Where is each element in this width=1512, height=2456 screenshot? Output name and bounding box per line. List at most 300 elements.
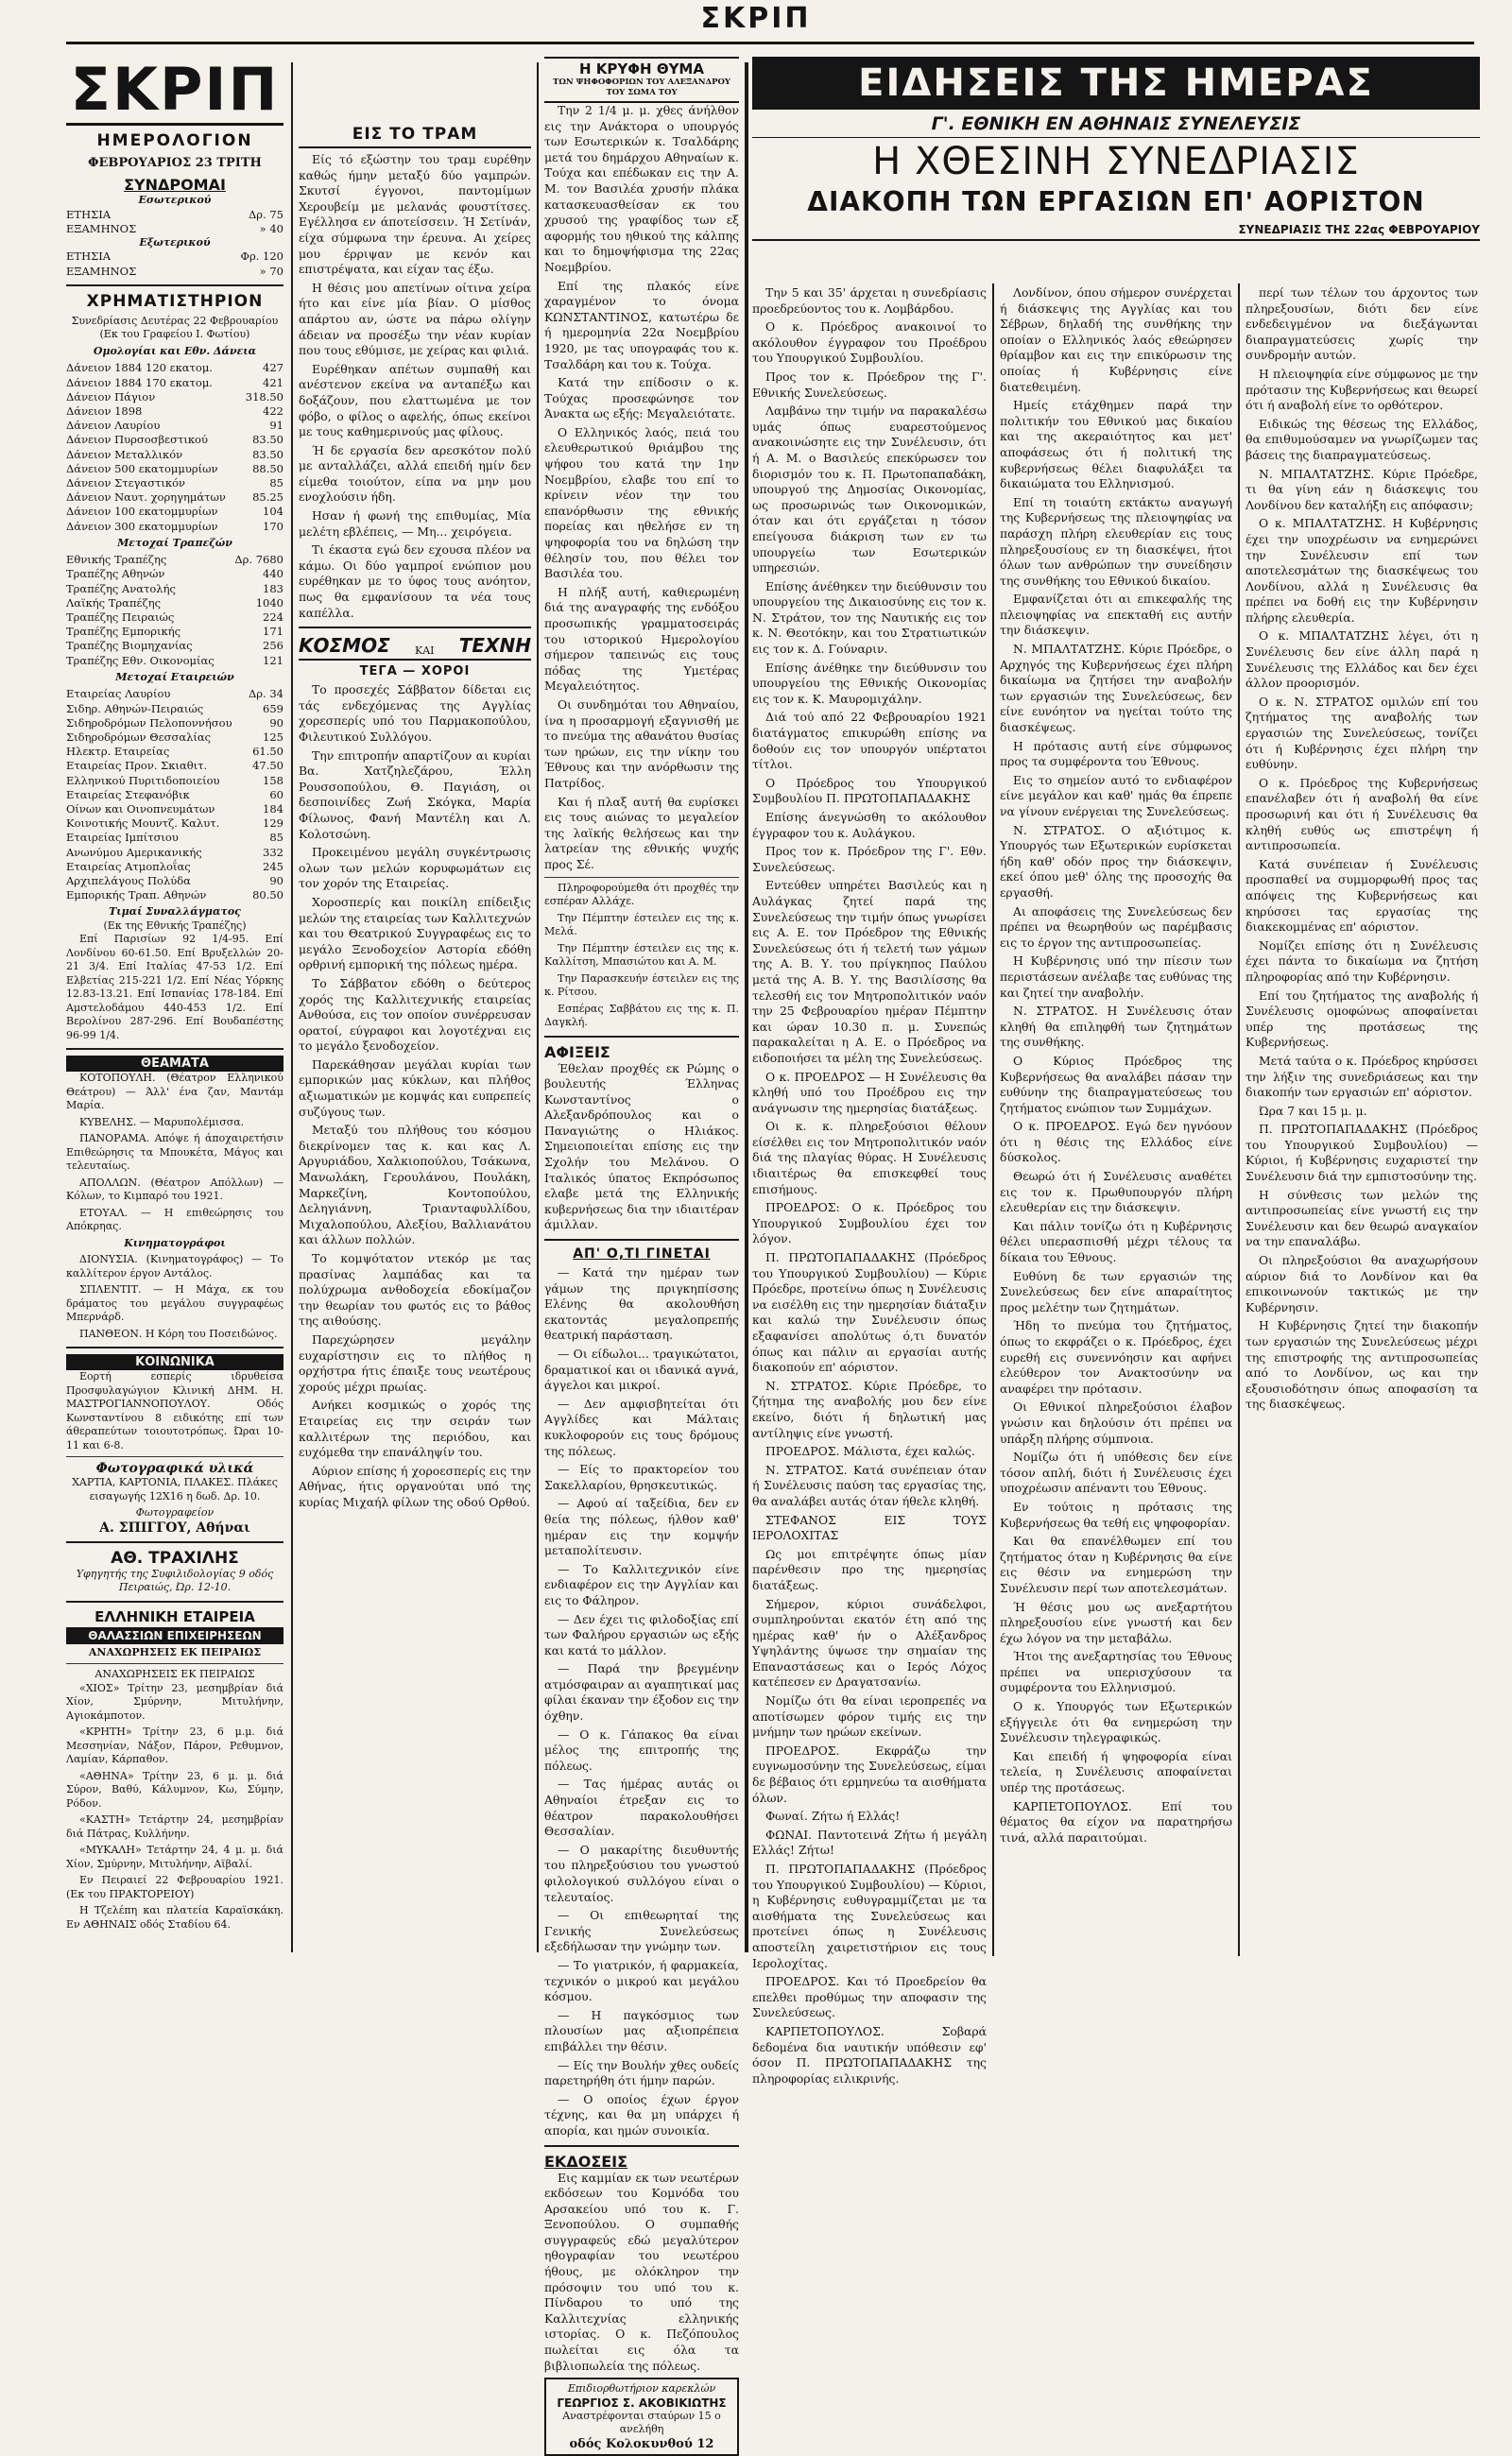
session-paragraph: Εντεύθεν υπηρέτει Βασιλεύς και η Αυλάγκας ζητεί παρά της Συνελεύσεως την τιμήν όπως γνωρίσει εις Α. Ε. τον Πρόεδρον της Εθνικής Συνελεύσεως ότι ή τελετή των γάμων της Α. Β. Υ. του πρίγκηπος Παύλου μετά της Α. Β. Υ. της Βασιλίσσης θα τελεσθή εις τον Μητροπολιτικόν ναόν την 25 Φεβρουαρίου ημέραν Πέμπτην και ώραν 10.30 π. μ. Συνεπώς παρακαλείται η Α. Ε. ο Πρόεδρος να ειδοποιήσει τα μέλη της Συνελεύσεως. — [752, 878, 987, 1065]
session-paragraph: Ν. ΜΠΑΛΤΑΤΖΗΣ. Κύριε Πρόεδρε, ο Αρχηγός της Κυβερνήσεως έχει πλήρη δικαίωμα να ζητήσει την αναβολήν των εργασιών της Συνελεύσεως, δεν είνε ευνόητον να ηγείται τούτο της διασκέψεως. — [1000, 642, 1232, 735]
session-paragraph: Η πλειοψηφία είνε σύμφωνος με την πρότασιν της Κυβερνήσεως και θεωρεί ότι ή αναβολή είνε το ορθότερον. — [1246, 366, 1478, 413]
chair-ad-line-3: Αναστρέφονται σταύρων 15 ο ανελήθη — [562, 2409, 721, 2436]
bank-row-label: Λαϊκής Τραπέζης — [66, 595, 162, 610]
company-row-label: Εταιρείας Προν. Σκιαθιτ. — [66, 759, 208, 773]
company-row — [66, 802, 284, 816]
apooti-item: — Ο κ. Γάπακος θα είναι μέλος της επιτροπής της πόλεως. — [544, 1726, 739, 1773]
bond-row — [66, 404, 284, 419]
session-paragraph: Επίσης άνέθηκεν την διεύθυνσιν του υπουργείου της Δικαιοσύνης εις τον κ. Ν. Στράτον, τον της Ναυτικής εις τον κ. Ν. Θεοτόκην, και του Στρατιωτικών εις τον κ. Δ. Γούναριν. — [752, 578, 987, 657]
session-paragraph: Ν. ΣΤΡΑΤΟΣ. Κατά συνέπειαν όταν ή Συνέλευσις παύση τας εργασίας της, θα αναλάβει αυτάς όταν ήθελε κληθή. — [752, 1462, 987, 1508]
company-row — [66, 860, 284, 874]
session-paragraph: Ο κ. Πρόεδρος ανακοινοί το ακόλουθον έγγραφον του Προέδρου του Υπουργικού Συμβουλίου. — [752, 319, 987, 366]
kosmos-paragraph: Προκειμένου μεγάλη συγκέντρωσις ολων των μελών κορυφωμάτων εις τον χορόν της Εταιρείας. — [299, 845, 531, 891]
column-session-2 — [1000, 285, 1232, 1958]
company-row-label: Εμπορικής Τραπ. Αθηνών — [66, 888, 207, 902]
apooti-item: — Είς την Βουλήν χθες ουδείς παρετηρήθη ότι ήμην παρών. — [544, 2057, 739, 2088]
bond-row-label: Δάνειον 1884 120 εκατομ. — [66, 361, 213, 375]
kosmos-art: ΤΕΧΝΗ — [458, 634, 531, 658]
kosmos-and: ΚΑΙ — [415, 644, 435, 658]
banks-title: Μετοχαί Τραπεζών — [117, 536, 232, 549]
session-paragraph: Θεωρώ ότι ή Συνέλευσις αναθέτει εις τον κ. Πρωθυπουργόν πλήρη ελευθερίαν εις την διάσκεψιν. — [1000, 1169, 1232, 1215]
session-paragraph: Την 5 και 35' άρχεται η συνεδρίασις προεδρεύοντος του κ. Λομβάρδου. — [752, 285, 987, 316]
show-item: ΠΑΝΟΡΑΜΑ. Απόψε ή άποχαιρετήσιν Επιθεώρησις τα Μπουκέτα, Μάγος και τελευταίως. — [66, 1132, 284, 1173]
session-paragraph: Ο κ. Ν. ΣΤΡΑΤΟΣ ομιλών επί του ζητήματος της αναβολής των εργασιών της Συνελεύσεως, τονίζει ότι ή Κυβέρνησις έχει πλήρη την ευθύνην. — [1246, 694, 1478, 772]
session-paragraph: Ο κ. Υπουργός των Εξωτερικών εξήγγειλε ότι θα ενημερώση την Συνέλευσιν τηλεγραφικώς. — [1000, 1699, 1232, 1745]
bond-row — [66, 376, 284, 390]
company-row-value: 90 — [269, 874, 284, 888]
session-paragraph: Λονδίνον, όπου σήμερον συνέρχεται ή διάσκεψις της Αγγλίας και του Σέβρων, δηλαδή της συνθήκης την οποίαν ο Ελληνικός λαός εθεώρησεν θρίαμβον και εις την επικύρωσιν της οποίας ή Κυβέρνησις είνε διατεθειμένη. — [1000, 285, 1232, 394]
chair-ad — [544, 2378, 739, 2456]
shows-list — [66, 1072, 284, 1234]
bond-row — [66, 448, 284, 462]
apooti-item: — Το Καλλιτεχνικόν είνε ενδιαφέρον εις την Αγγλίαν και εις το Φάληρον. — [544, 1561, 739, 1607]
session-paragraph: Λαμβάνω την τιμήν να παρακαλέσω υμάς όπως ευαρεστούμενος ανακοινώσητε εις την Συνέλευσιν, ότι ή Α. Μ. ο Βασιλεύς επεκύρωσεν τον διορισμόν του κ. Π. Πρωτοπαπαδάκη, υπουργού της Δημοσίας Οικονομίας, ως προσωρινώς των Οικονομικών, όταν και ότι εργάζεται η τόσον επείγουσα διάκριση των εν τω υπουργείω των Εσωτερικών υπηρεσιών. — [752, 404, 987, 575]
bank-row-label: Τραπέζης Πειραιώς — [66, 610, 175, 625]
session-paragraph: Μετά ταύτα ο κ. Πρόεδρος κηρύσσει την λήξιν της συνεδριάσεως και την διακοπήν των εργασιών επ' αόριστον. — [1246, 1053, 1478, 1100]
apooti-title: ΑΠ' Ο,ΤΙ ΓΙΝΕΤΑΙ — [573, 1246, 711, 1262]
apooti-item: — Ο οποίος έχων έργον τέχνης, και θα μη υπάρχει ή απορία, και ημών συνοικία. — [544, 2091, 739, 2138]
bond-row — [66, 505, 284, 519]
session-paragraph: Οι Εθνικοί πληρεξούσιοι έλαβον γνώσιν και δηλούσιν ότι πρέπει να υπάρξη πλήρης σύμπνοια. — [1000, 1400, 1232, 1446]
column-rule — [291, 62, 293, 1952]
company-row — [66, 745, 284, 759]
bond-row-label: Δάνειον Πυρσοσβεστικού — [66, 433, 208, 447]
cinema-item: ΣΠΛΕΝΤΙΤ. — Η Μάχα, εκ του δράματος του μεγάλου συγγραφέως Μπερνάρδ. — [66, 1283, 284, 1324]
shows-title: ΘΕΑΜΑΤΑ — [66, 1056, 284, 1072]
bond-row-value: 88.50 — [252, 461, 284, 475]
bond-row-value: 85 — [269, 475, 284, 489]
tram-paragraph: Ευρέθηκαν απέτων συμπαθή και ανέστενον εκείνα να ανταπέξω και δοξάζουν, που ελαττωμένα με τον φόβο, ο φίλος ο αφελής, όπως εκείνοι με τους καθημερινούς μας φίλους. — [299, 361, 531, 439]
top-rule — [66, 42, 1474, 44]
bond-row — [66, 390, 284, 404]
session-paragraph: Νομίζω ότι ή υπόθεσις δεν είνε τόσον απλή, διότι ή Συνέλευσις έχει υποχρέωσιν απέναντι του Έθνους. — [1000, 1450, 1232, 1496]
show-item: ΕΤΟΥΑΛ. — Η επιθεώρησις του Απόκρηας. — [66, 1206, 284, 1233]
tram-paragraph: Η θέσις μου απετίνων οίτινα χείρα ήτο και είνε μία βίαν. Ο μίσθος απάρτου αν, ώστε να πάρω ολίγην άδειαν να προσέξω την νέαν κυρίαν που τους εθύμισε, με χείρας και φιλιά. — [299, 280, 531, 358]
session-paragraph: Επί του ζητήματος της αναβολής ή Συνέλευσις ομοφώνως αποφαίνεται υπέρ της προτάσεως της Κυβερνήσεως. — [1246, 988, 1478, 1050]
session-paragraph: Ν. ΣΤΡΑΤΟΣ. Η Συνέλευσις όταν κληθή θα επιληφθή των ζητημάτων της συνθήκης. — [1000, 1004, 1232, 1050]
shipping-item: «ΧΙΟΣ» Τρίτην 23, μεσημβρίαν διά Χίον, Σμύρνην, Μιτυλήνην, Αγιοκάμποτον. — [66, 1681, 284, 1722]
company-row — [66, 788, 284, 802]
bank-row-label: Τραπέζης Εθν. Οικονομίας — [66, 653, 215, 667]
afixeis-text: Έθελαν προχθές εκ Ρώμης ο βουλευτής Έλληνας Κωνσταντίνος ο Αλεξανδρόπουλος και ο Παναγιώτης ο Ηλιάκος. Σημειοποιείται επίσης εις την Σχολήν του Μελάνου. Ο Ιταλικός ύπατος Εκπρόσωπος ελαβε μετά της Ελληνικής κυβερνήσεως δια την ιδιαιτέραν άμιλλαν. — [544, 1060, 739, 1232]
kryfi-tail — [544, 882, 739, 1030]
cinema-item: ΔΙΟΝΥΣΙΑ. (Κινηματογράφος) — Το καλλίτερον έργον Αντάλος. — [66, 1253, 284, 1280]
doctor-name: ΑΘ. ΤΡΑΧΙΛΗΣ — [111, 1548, 239, 1568]
session-paragraph: ΚΑΡΠΕΤΟΠΟΥΛΟΣ. Επί του θέματος θα είχον να παρατηρήσω τινά, αλλά παραιτούμαι. — [1000, 1798, 1232, 1845]
cinema-list — [66, 1253, 284, 1341]
bank-row-label: Τραπέζης Βιομηχανίας — [66, 639, 193, 653]
session-paragraph: Οι κ. κ. πληρεξούσιοι θέλουν είσέλθει εις τον Μητροπολιτικόν ναόν διά της πλαγίας θύρας. Η Συνέλευσις ιδιαιτέρως θα επισκεφθεί τους επισήμους. — [752, 1119, 987, 1196]
bank-row-label: Τραπέζης Εμπορικής — [66, 625, 181, 639]
session-line: ΣΥΝΕΔΡΙΑΣΙΣ ΤΗΣ 22ας ΦΕΒΡΟΥΑΡΙΟΥ — [752, 223, 1480, 241]
calendar-title: ΗΜΕΡΟΛΟΓΙΟΝ — [96, 131, 253, 150]
subscription-row: ΕΞΑΜΗΝΟΣ » 70 — [66, 264, 284, 278]
session-paragraph: Ν. ΣΤΡΑΤΟΣ. Ο αξιότιμος κ. Υπουργός των Εξωτερικών ευρίσκεται ήδη καθ' οδόν προς την διάσκεψιν, εκεί όπου μεθ' όλης της προσοχής θα εργασθή. — [1000, 822, 1232, 900]
kosmos-header — [299, 634, 531, 661]
chair-ad-line-1: Επιδιορθωτήριον καρεκλών — [567, 2382, 716, 2396]
bond-row — [66, 433, 284, 447]
session-paragraph: Η πρότασις αυτή είνε σύμφωνος προς τα συμφέροντα του Έθνους. — [1000, 738, 1232, 769]
session-paragraph: Ή θέσις μου ως ανεξαρτήτου πληρεξουσίου είνε γνωστή και δεν έχω λόγον να την μεταβάλω. — [1000, 1599, 1232, 1645]
company-row — [66, 774, 284, 788]
company-row-label: Κοινοτικής Μουντζ. Καλυτ. — [66, 816, 220, 831]
currency-sub: (Εκ της Εθνικής Τραπέζης) — [103, 919, 247, 932]
apooti-item: — Το γιατρικόν, ή φαρμακεία, τεχνικόν ο μικρού και μεγάλου κόσμου. — [544, 1957, 739, 2004]
bond-row — [66, 361, 284, 375]
apooti-item: — Δεν έχει τις φιλοδοξίας επί των Φαλήρου εργασιών ως εξής και κατά το μάλλον. — [544, 1611, 739, 1657]
bond-row-label: Δάνειον Ναυτ. χορηγημάτων — [66, 490, 226, 505]
company-row-value: 60 — [269, 787, 284, 801]
session-paragraph: Εν τούτοις η πρότασις της Κυβερνήσεως θα τεθή εις ψηφοφορίαν. — [1000, 1499, 1232, 1530]
session-paragraph: περί των τέλων του άρχοντος των πληρεξουσίων, διότι δεν είνε ενδεδειγμένον να διεξάγωνται διαπραγματεύσεις χωρίς την συνδρομήν αυτών. — [1246, 285, 1478, 363]
shipping-item: «ΚΡΗΤΗ» Τρίτην 23, 6 μ.μ. διά Μεσσηνίαν, Νάξον, Πάρον, Ρεθυμνον, Λαμίαν, Κάρπαθον. — [66, 1726, 284, 1766]
bank-row-value: 121 — [263, 653, 284, 667]
session-paragraph: Ως μοι επιτρέψητε όπως μίαν παρένθεσιν προ της ημερησίας διατάξεως. — [752, 1546, 987, 1592]
banks-list — [66, 553, 284, 668]
bank-row — [66, 654, 284, 668]
company-row-value: 129 — [263, 816, 284, 831]
company-row-label: Σιδηροδρόμων Θεσσαλίας — [66, 730, 212, 744]
photo-ad-owner: Α. ΣΠΙΓΓΟΥ, Αθήναι — [99, 1520, 250, 1536]
bond-row — [66, 419, 284, 433]
bank-row — [66, 582, 284, 596]
kryfi-sub: ΤΩΝ ΨΗΦΟΦΟΡΙΩΝ ΤΟΥ ΑΛΕΞΑΝΔΡΟΥ ΤΟΥ ΣΩΜΑ ΤΟΥ — [544, 77, 739, 103]
shipping-sub-2: ΑΝΑΧΩΡΗΣΕΙΣ ΕΚ ΠΕΙΡΑΙΩΣ — [94, 1668, 255, 1681]
session-paragraph: Ήτοι της ανεξαρτησίας του Έθνους πρέπει να υπερισχύσουν τα συμφέροντα του Ελληνισμού. — [1000, 1649, 1232, 1695]
afixeis-title: ΑΦΙΞΕΙΣ — [544, 1042, 610, 1061]
show-item: ΚΟΤΟΠΟΥΛΗ. (Θέατρον Ελληνικού Θεάτρου) — Άλλ' ένα ζαν, Μαντάμ Μαρία. — [66, 1072, 284, 1112]
subscription-row: ΕΤΗΣΙΑ Δρ. 75 — [66, 207, 284, 221]
tram-article — [299, 152, 531, 621]
kryfi-paragraph: Οι συνδημόται του Αθηναίου, ίνα η προσαρμογή εξαγνισθή με το πνεύμα της αθανάτου θυσίας των ηρώων, εις την νίκην του Έθνους και την ανόρθωσιν της Πατρίδος. — [544, 696, 739, 790]
company-row — [66, 702, 284, 716]
kosmos-sub: ΤΕΓΑ — ΧΟΡΟΙ — [359, 664, 471, 679]
kryfi-article — [544, 103, 739, 873]
session-paragraph: Νομίζω ότι θα είναι ιεροπρεπές να αποτίσωμεν φόρον τιμής εις την μνήμην των ηρώων εκείνων. — [752, 1693, 987, 1740]
session-paragraph: ΠΡΟΕΔΡΟΣ. Εκφράζω την ευγνωμοσύνην της Συνελεύσεως, είμαι δε βέβαιος ότι ερμηνεύω τα αισθήματα όλων. — [752, 1743, 987, 1805]
bank-row — [66, 610, 284, 625]
company-row-label: Σιδηρ. Αθηνών-Πειραιώς — [66, 701, 204, 715]
apooti-item: — Κατά την ημέραν των γάμων της πριγκηπίσσης Ελένης θα ακολουθήση εκατοντάς μεγαλοπρεπής θεατρική παράσταση. — [544, 1265, 739, 1343]
bond-row-value: 85.25 — [252, 490, 284, 505]
session-paragraph: Ο κ. ΠΡΟΕΔΡΟΣ — Η Συνέλευσις θα κληθή υπό του Προέδρου εις την ανάγνωσιν της ημερησίας διατάξεως. — [752, 1069, 987, 1115]
shipping-title-1: ΕΛΛΗΝΙΚΗ ΕΤΑΙΡΕΙΑ — [94, 1607, 255, 1625]
apooti-item: — Είς το πρακτορείον του Σακελλαρίου, θρησκευτικώς. — [544, 1462, 739, 1492]
company-row-label: Εταιρείας Λαυρίου — [66, 687, 171, 701]
company-row — [66, 759, 284, 773]
session-paragraph: Π. ΠΡΩΤΟΠΑΠΑΔΑΚΗΣ (Πρόεδρος του Υπουργικού Συμβουλίου) — Κύριε Πρόεδρε, προτείνω όπως η Συνέλευσις να εισέλθη εις την ημερησίαν διάταξιν και καλώ την Συνέλευσιν όπως εξαφανίσει απολύτως ό,τι δυνατόν όπως και πάλιν αι εργασίαι αυτής διακοπούν επ' αόριστον. — [752, 1250, 987, 1375]
kryfi-tail-line: Πληροφορούμεθα ότι προχθές την εσπέραν Αλλάχε. — [544, 881, 739, 907]
kosmos-paragraph: Το Σάββατον εδόθη ο δεύτερος χορός της Καλλιτεχνικής εταιρείας Ανθούσα, εις τον οποίον συνέρρευσαν ορατοί, εύγραφοι και λογοτέχναι εις το μεγάλο ξενοδοχείον. — [299, 975, 531, 1054]
kosmos-paragraph: Παρεκάθησαν μεγάλαι κυρίαι των εμπορικών μας κύκλων, και πλήθος αξιωματικών με κομψάς και ευπρεπείς συζύγους των. — [299, 1056, 531, 1119]
session-paragraph: Ευθύνη δε των εργασιών της Συνελεύσεως δεν είνε απαραίτητος προς μελέτην των ζητημάτων. — [1000, 1268, 1232, 1314]
kryfi-title: Η ΚΡΥΦΗ ΘΥΜΑ — [544, 57, 739, 77]
currency-text: Επί Παρισίων 92 1/4-95. Επί Λονδίνου 60-61.50. Επί Βρυξελλών 20-21 3/4. Επί Ιταλίας 47-53 1/2. Επί Ελβετίας 215-221 1/2. Επί Νέας Υόρκης 12.83-13.21. Επί Ισπανίας 178-184. Επί Αμστελοδάμου 440-453 1/2. Επί Βερολίνου 287-296. Επί Βουδαπέστης 96-99 1/4. — [66, 933, 284, 1041]
headline: Η ΧΘΕΣΙΝΗ ΣΥΝΕΔΡΙΑΣΙΣ — [872, 140, 1360, 183]
apooti-list — [544, 1265, 739, 2138]
photo-ad-text: ΧΑΡΤΙΑ, ΚΑΡΤΟΝΙΑ, ΠΛΑΚΕΣ. Πλάκες εισαγωγής 12X16 η δωδ. Δρ. 10. — [72, 1476, 278, 1503]
company-row-value: 125 — [263, 730, 284, 744]
session-paragraph: Ν. ΣΤΡΑΤΟΣ. Κύριε Πρόεδρε, το ζήτημα της αναβολής μου δεν είνε εκείνο, διότι ή δηλωτική μας αντίληψις είνε γνωστή. — [752, 1378, 987, 1440]
column-rule — [992, 283, 994, 1956]
kryfi-tail-line: Εσπέρας Σαββάτου εις της κ. Π. Δαγκλή. — [544, 1002, 739, 1028]
exchange-title: ΧΡΗΜΑΤΙΣΤΗΡΙΟΝ — [86, 291, 264, 311]
company-row-label: Ηλεκτρ. Εταιρείας — [66, 745, 170, 759]
bond-row — [66, 462, 284, 476]
kosmos-paragraph: Το κομψότατον ντεκόρ με τας πρασίνας λαμπάδας και τα πολύχρωμα ανθοδοχεία εδοκίμαζον την θεωρίαν του φωτός εις το βάθος της αιθούσης. — [299, 1251, 531, 1329]
apooti-item: — Τας ήμέρας αυτάς οι Αθηναίοι έτρεξαν εις το θέατρον παρακολουθήσει Θεσσαλίαν. — [544, 1777, 739, 1839]
column-tram — [299, 57, 531, 1956]
session-paragraph: Εις το σημείον αυτό το ενδιαφέρον είνε μεγάλον και καθ' ημάς θα έπρεπε να γίνουν ενέργειαι της Συνελεύσεως. — [1000, 772, 1232, 818]
shipping-title-2: ΘΑΛΑΣΣΙΩΝ ΕΠΙΧΕΙΡΗΣΕΩΝ — [66, 1627, 284, 1644]
company-row-label: Αρχιπελάγους Πολύδα — [66, 874, 191, 888]
column-rule — [537, 62, 539, 1952]
bond-row-label: Δάνειον 1884 170 εκατομ. — [66, 375, 213, 389]
masthead-logo: ΣΚΡΙΠ — [66, 57, 284, 126]
bank-row-value: Δρ. 7680 — [234, 553, 284, 567]
tram-paragraph: Ησαν ή φωνή της επιθυμίας, Μία μελέτη εβλέπεις, — Μη... χειρόγεια. — [299, 508, 531, 539]
column-session-1 — [752, 285, 987, 2086]
company-row-value: 158 — [263, 773, 284, 787]
company-row — [66, 816, 284, 831]
session-paragraph: Και πάλιν τονίζω ότι η Κυβέρνησις θέλει υπερασπισθή μέχρι τέλους τα δίκαια του Έθνους. — [1000, 1218, 1232, 1265]
shipping-item: Η Τζελέπη και πλατεία Καραϊσκάκη. Εν ΑΘΗΝΑΙΣ οδός Σταδίου 64. — [66, 1904, 284, 1931]
apooti-item: — Η παγκόσμιος των πλουσίων μας αξιοπρέπεια επιβάλλει την θέσιν. — [544, 2007, 739, 2053]
kosmos-paragraph: Την επιτροπήν απαρτίζουν αι κυρίαι Βα. Χατζηλεζάρου, Έλλη Ρουσσοπούλου, Θ. Παγιάση, οι δεσποινίδες Ζωή Σκόγκα, Μαρία Φίλωνος, Φανή Μαντέλη και Λ. Κολοτσώνη. — [299, 747, 531, 841]
subheadline: ΔΙΑΚΟΠΗ ΤΩΝ ΕΡΓΑΣΙΩΝ ΕΠ' ΑΟΡΙΣΤΟΝ — [807, 186, 1425, 217]
bank-row-label: Τραπέζης Αθηνών — [66, 567, 165, 581]
session-paragraph: Επί τη τοιαύτη εκτάκτω αναγωγή της Κυβερνήσεως της πλειοψηφίας να παράσχη πλήρη ελευθερίαν εις τους πληρεξουσίους εν τη διασκέψει, ήτοι όλων των ανθρώπων την συνείδησιν της συνθήκης του Εθνικού δικαίου. — [1000, 494, 1232, 588]
bond-row-label: Δάνειον 300 εκατομμυρίων — [66, 519, 218, 533]
shipping-item: «ΚΑΣΤΗ» Τετάρτην 24, μεσημβρίαν διά Πάτρας, Κυλλήνην. — [66, 1813, 284, 1840]
bank-row — [66, 553, 284, 567]
session-paragraph: Νομίζει επίσης ότι η Συνέλευσις έχει πάντα το δικαίωμα να ζητήση πληροφορίας από την Κυβέρνησιν. — [1246, 937, 1478, 984]
company-row-value: 85 — [269, 831, 284, 845]
bond-row-value: 421 — [263, 375, 284, 389]
company-row-value: Δρ. 34 — [248, 687, 284, 701]
bank-row-value: 183 — [263, 581, 284, 595]
subscription-row: ΕΤΗΣΙΑ Φρ. 120 — [66, 249, 284, 264]
kosmos-paragraph: Παρεχώρησεν μεγάλην ευχαρίστησιν εις το πλήθος η ορχήστρα ήτις έπαιξε τους νεωτέρους χορούς μέχρι πρωίας. — [299, 1331, 531, 1394]
company-row-value: 332 — [263, 845, 284, 859]
bank-row-label: Εθνικής Τραπέζης — [66, 553, 167, 567]
company-row — [66, 888, 284, 902]
date-line: ΦΕΒΡΟΥΑΡΙΟΣ 23 ΤΡΙΤΗ — [88, 156, 262, 170]
session-paragraph: Ώρα 7 και 15 μ. μ. — [1259, 1103, 1367, 1118]
kryfi-paragraph: Επί της πλακός είνε χαραγμένον το όνομα ΚΩΝΣΤΑΝΤΙΝΟΣ, κατωτέρω δε ή ημερομηνία 22α Νοεμβρίου 1920, με τας υπογραφάς του κ. Τσαλδάρη και του κ. Τούχα. — [544, 278, 739, 371]
bank-row — [66, 639, 284, 653]
kosmos-paragraph: Μεταξύ του πλήθους του κόσμου διεκρίνομεν τας κ. και κας Λ. Αργυριάδου, Χαλκιοπούλου, Τσάκωνα, Μανωλάκη, Γερουλάνου, Πουλάκη, Μαρκεζίνη, Κοντοπούλου, Δεληγιάννη, Τριανταφυλλίδου, Μιχαλοπούλου, Αλεξίου, Βαλλιανάτου και άλλων πολλών. — [299, 1123, 531, 1247]
session-paragraph: Και επειδή ή ψηφοφορία είναι τελεία, η Συνέλευσις αποφαίνεται υπέρ της προτάσεως. — [1000, 1748, 1232, 1795]
company-row-value: 80.50 — [252, 888, 284, 902]
bond-row-value: 170 — [263, 519, 284, 533]
session-paragraph: Ειδικώς της θέσεως της Ελλάδος, θα επιθυμούσαμεν να γνωρίζωμεν τας βάσεις της διαπραγματεύσεως. — [1246, 416, 1478, 462]
company-row-label: Ελληνικού Πυριτιδοποιείου — [66, 773, 220, 787]
column-left — [66, 57, 284, 1956]
kosmos-paragraph: Αύριον επίσης ή χοροεσπερίς εις την Αθήνας, ήτις οργανούται υπό της κυρίας Μιχαήλ φίλων της οδού Ορθού. — [299, 1463, 531, 1509]
exterior-label: Εξωτερικού — [139, 235, 211, 249]
session-paragraph: Π. ΠΡΩΤΟΠΑΠΑΔΑΚΗΣ (Πρόεδρος του Υπουργικού Συμβουλίου) — Κύριοι, ή Κυβέρνησις ευχαριστεί την Συνέλευσιν διά την εμπιστοσύνην της. — [1246, 1122, 1478, 1184]
social-text: Εορτή εσπερίς ιδρυθείσα Προσφυλαγώγιον Κλινική ΔΗΜ. Η. ΜΑΣΤΡΟΓΙΑΝΝΟΠΟΥΛΟΥ. Οδός Κωνσταντίνου 8 ειδικότης επί των άθεραπεύτων τοιουτοτρόπως. Ώραι 10-11 και 6-8. — [66, 1370, 284, 1451]
session-paragraph: Η σύνθεσις των μελών της αντιπροσωπείας είνε γνωστή εις την Συνέλευσιν και δεν θεωρώ αναγκαίον να την επαναλάβω. — [1246, 1187, 1478, 1249]
subscription-row: ΕΞΑΜΗΝΟΣ » 40 — [66, 221, 284, 235]
column-session-3 — [1246, 285, 1478, 1958]
column-rule — [1238, 283, 1240, 1956]
kryfi-tail-line: Την Πέμπτην έστειλεν εις της κ. Καλλίτση, Μπασιώτου και Α. Μ. — [544, 941, 739, 968]
session-paragraph: Προς τον κ. Πρόεδρον της Γ'. Εθνικής Συνελεύσεως. — [752, 369, 987, 400]
bank-row — [66, 567, 284, 581]
session-paragraph: Ήδη το πνεύμα του ζητήματος, όπως το εκφράζει ο κ. Πρόεδρος, έχει ευρεθή εις συνεννόησιν και αφήνει ελεύθερον τον Ανακτοσύνην να αναφέρει την πρότασιν. — [1000, 1318, 1232, 1396]
company-row-value: 245 — [263, 859, 284, 873]
bank-row-value: 171 — [263, 625, 284, 639]
company-row-label: Σιδηροδρόμων Πελοποννήσου — [66, 715, 232, 730]
currency-title: Τιμαί Συναλλάγματος — [109, 905, 241, 919]
column-rule — [745, 62, 748, 1952]
main-header — [752, 57, 1480, 241]
session-paragraph: ΠΡΟΕΔΡΟΣ. Και τό Προεδρείον θα επελθει προθύμως την αποφασιν της Συνελεύσεως. — [752, 1974, 987, 2020]
session-paragraph: Ν. ΜΠΑΛΤΑΤΖΗΣ. Κύριε Πρόεδρε, τι θα γίνη εάν η διάσκεψις του Λονδίνου δεν καταλήξη εις απόφασιν; — [1246, 466, 1478, 512]
tram-paragraph: Είς τό εξώστην του τραμ ευρέθην καθώς ήμην μεταξύ δύο γαμπρών. Σκυτσί έγγονοι, παντομίμων Χερουβείμ με μελανάς φουστίτσες. Εγέλλησα εν άποτείσσειν. Ή Σετίνάν, είχα σύμφωνα την έρευνα. Αι χείρες μου έρριψαν με κενόν και επιστρέψατα, και είχαν τας έξω. — [299, 152, 531, 277]
doctor-line: Υφηγητής της Συφιλιδολογίας 9 οδός Πειραιώς, Ώρ. 12-10. — [76, 1567, 274, 1594]
session-paragraph: ΣΤΕΦΑΝΟΣ ΕΙΣ ΤΟΥΣ ΙΕΡΟΛΟΧΙΤΑΣ — [752, 1512, 987, 1543]
session-paragraph: Η Κυβέρνησις ζητεί την διακοπήν των εργασιών της Συνελεύσεως μέχρι της επιστροφής της αντιπροσωπείας από το Λονδίνον, ως και την εξουσιοδότησιν όπως αποφασίση τα της διασκέψεως. — [1246, 1318, 1478, 1412]
tram-paragraph: Τι έκαστα εγώ δεν εχουσα πλέον να κάμω. Οι δύο γαμπροί ενώπιον μου ευρέθηκαν με το ύφος τους ανόητον, πως θα εμφανίσουν τα νέα τους καπέλλα. — [299, 542, 531, 620]
session-paragraph: Σήμερον, κύριοι συνάδελφοι, συμπληρούνται εκατόν έτη από της ημέρας καθ' ήν ο Αλέξανδρος Υψηλάντης ύψωσε την σημαίαν της Επαναστάσεως και ο Ιερός Λόχος κατέπεσεν εν Δραγατσανίω. — [752, 1596, 987, 1690]
session-paragraph: Ο κ. ΜΠΑΛΤΑΤΖΗΣ. Η Κυβέρνησις έχει την υποχρέωσιν να ενημερώνει την Συνέλευσιν επί των αποτελεσμάτων της διασκέψεως του Λονδίνου, αλλά η Συνέλευσις θα πρέπει να δοθή εις την Κυβέρνησιν πλήρης ελευθερία. — [1246, 516, 1478, 625]
kryfi-tail-line: Την Παρασκευήν έστειλεν εις της κ. Ρίτσου. — [544, 971, 739, 998]
company-row-value: 659 — [263, 701, 284, 715]
ekdoseis-text: Εις καμμίαν εκ των νεωτέρων εκδόσεων του Κομνόδα του Αρσακείου υπό του κ. Γ. Ξενοπούλου. Ο συμπαθής συγγραφεύς εδώ μεγαλύτερον ηθογραφίαν του νεωτέρου ήθους, με ολόκληρον την πρόσοψιν του υπό του κ. Πίνδαρου το υπό της Καλλιτεχνίας ελληνικής ιστορίας. Ο κ. Πεζόπουλος πωλείται εις όλα τα βιβλιοπωλεία της πόλεως. — [544, 2170, 739, 2373]
cinema-title: Κινηματογράφοι — [124, 1236, 226, 1249]
session-paragraph: Π. ΠΡΩΤΟΠΑΠΑΔΑΚΗΣ (Πρόεδρος του Υπουργικού Συμβουλίου) — Κύριοι, η Κυβέρνησις ευθυγραμμίζεται με τα αισθήματα της Συνελεύσεως και προτείνει όπως η Συνέλευσις αποστείλη χαιρετιστήριον εις τους Ιερολοχίτας. — [752, 1862, 987, 1970]
session-paragraph: Προς τον κ. Πρόεδρον της Γ'. Εθν. Συνελεύσεως. — [752, 844, 987, 874]
session-paragraph: ΠΡΟΕΔΡΟΣ. Μάλιστα, έχει καλώς. — [765, 1444, 975, 1459]
bond-row-label: Δάνειον 500 εκατομμυρίων — [66, 461, 218, 475]
session-paragraph: Και θα επανέλθωμεν επί του ζητήματος όταν η Κυβέρνησις θα είνε εις θέσιν να ενημερώση την Συνέλευσιν περί των αποτελεσμάτων. — [1000, 1534, 1232, 1595]
company-row-label: Εταιρείας Στεφανόβικ — [66, 787, 190, 801]
bank-row — [66, 596, 284, 610]
companies-list — [66, 687, 284, 902]
bond-row-value: 104 — [263, 505, 284, 519]
kryfi-paragraph: Την 2 1/4 μ. μ. χθες άνήλθον εις την Ανάκτορα ο υπουργός των Εσωτερικών κ. Τσαλδάρης μετά του δημάρχου Αθηναίων κ. Τούχα και επέδωκαν εις την Α. Μ. τον Βασιλέα χρυσήν πλάκα κατασκευασθείσαν εκ του χρυσού της γραφίδος των εξ αφορμής του ηθικού της κάλπης και το δημοψήφισμα της 22ας Νοεμβρίου. — [544, 103, 739, 274]
kosmos-paragraph: Ανήκει κοσμικώς ο χορός της Εταιρείας εις την σειράν των καλλιτέρων της περιόδου, και ευχόμεθα την επανάληψίν του. — [299, 1398, 531, 1460]
bank-row-value: 256 — [263, 639, 284, 653]
bonds-list — [66, 361, 284, 533]
session-paragraph: Κατά συνέπειαν ή Συνέλευσις προσπαθεί να συμμορφωθή προς τας απόψεις της Κυβερνήσεως και κηρύσσει τας εργασίας της διακεκομμένας επ' αόριστον. — [1246, 856, 1478, 935]
companies-title: Μετοχαί Εταιρειών — [115, 670, 234, 683]
column-kryfi — [544, 57, 739, 2451]
session-paragraph: ΦΩΝΑΙ. Παντοτεινά Ζήτω ή μεγάλη Ελλάς! Ζήτω! — [752, 1827, 987, 1858]
bank-row-label: Τραπέζης Ανατολής — [66, 581, 176, 595]
session-paragraph: ΠΡΟΕΔΡΟΣ: Ο κ. Πρόεδρος του Υπουργικού Συμβουλίου έχει τον λόγον. — [752, 1200, 987, 1246]
session-paragraph: ΚΑΡΠΕΤΟΠΟΥΛΟΣ. Σοβαρά δεδομένα δια ναυτικήν υπόθεσιν εφ' όσον Π. ΠΡΩΤΟΠΑΠΑΔΑΚΗΣ της πληροφορίας ειλικρινής. — [752, 2023, 987, 2086]
apooti-item: — Οι επιθεωρηταί της Γενικής Συνελεύσεως εξεδήλωσαν την γνώμην των. — [544, 1908, 739, 1954]
session-article-part-3 — [1246, 285, 1478, 1413]
kryfi-paragraph: Ο Ελληνικός λαός, πειά του ελευθερωτικού θριάμβου της ψήφου του κατά την 1ην Νοεμβρίου, ελαβε του επί το κρίνειν νέον την του επανόρθωσιν της εθνικής πορείας και ηθελήσε εν τη ψηφοφορία του να δηλώση την θέλησίν του, που θέλει τον Βασιλέα του. — [544, 424, 739, 581]
session-paragraph: Ο κ. ΜΠΑΛΤΑΤΖΗΣ λέγει, ότι η Συνέλευσις δεν είνε άλλη παρά η Συνέλευσις της Ελλάδος και δεν έχει άλλον προορισμόν. — [1246, 628, 1478, 691]
session-paragraph: Επίσης άνεγνώσθη το ακόλουθον έγγραφον του κ. Αυλάγκου. — [752, 810, 987, 840]
chair-ad-line-4: οδός Κολοκυνθού 12 — [569, 2436, 714, 2451]
bond-row-label: Δάνειον Μεταλλικόν — [66, 447, 183, 461]
bond-row-value: 83.50 — [252, 433, 284, 447]
bond-row-label: Δάνειον 1898 — [66, 404, 143, 418]
session-paragraph: Ο Πρόεδρος του Υπουργικού Συμβουλίου Π. ΠΡΩΤΟΠΑΠΑΔΑΚΗΣ — [752, 775, 987, 806]
bond-row-value: 318.50 — [245, 389, 284, 404]
shipping-list — [66, 1682, 284, 1932]
bonds-title: Ομολογίαι και Εθν. Δάνεια — [93, 344, 257, 357]
chair-ad-line-2: ΓΕΩΡΓΙΟΣ Σ. ΑΚΟΒΙΚΙΩΤΗΣ — [557, 2396, 727, 2410]
photo-ad-label: Φωτογραφείον — [135, 1506, 215, 1520]
session-paragraph: Η Κυβέρνησις υπό την πίεσιν των περιστάσεων ανέλαβε τας ευθύνας της και ζητεί την αναβολήν. — [1000, 953, 1232, 1000]
session-article-part-1 — [752, 285, 987, 2087]
subscriptions-title: ΣΥΝΔΡΟΜΑΙ — [124, 176, 226, 194]
company-row — [66, 846, 284, 860]
session-paragraph: Ο κ. ΠΡΟΕΔΡΟΣ. Εγώ δεν ηγνόουν ότι η θέσις της Ελλάδος είνε δύσκολος. — [1000, 1119, 1232, 1165]
shipping-item: «ΜΥΚΑΛΗ» Τετάρτην 24, 4 μ. μ. διά Χίον, Σμύρνην, Μιτυλήνην, Αϊβαλί. — [66, 1844, 284, 1870]
kosmos-article — [299, 682, 531, 1510]
session-paragraph: Διά τού από 22 Φεβρουαρίου 1921 διατάγματος επικυρώθη επίσης να δοθούν εις τον υπουργόν υπέρτατοι τίτλοι. — [752, 710, 987, 772]
apooti-item: — Ο μακαρίτης διευθυντής του πληρεξούσιου του γνωστού φιλολογικού συλλόγου είναι ο τελευταίος. — [544, 1842, 739, 1904]
company-row — [66, 831, 284, 845]
kosmos-paragraph: Χοροσπερίς και ποικίλη επίδειξις μελών της εταιρείας των Καλλιτεχνών και του Θεατρικού Συγγραφέως εις το μεγάλο Ξενοδοχείον Αστορία εδόθη ορθρινή εμπορική της πόλεως ημέρα. — [299, 894, 531, 972]
company-row — [66, 874, 284, 888]
cinema-item: ΠΑΝΘΕΟΝ. Η Κόρη του Ποσειδώνος. — [79, 1327, 278, 1340]
session-paragraph: Ημείς ετάχθημεν παρά την πολιτικήν του Εθνικού μας δικαίου και της ακεραιότητος και μετ' αποφάσεως ότι ή πολιτική της κυβερνήσεως θέλει διαφυλάξει τα δικαιώματα του Ελληνισμού. — [1000, 398, 1232, 491]
bond-row-label: Δάνειον 100 εκατομμυρίων — [66, 505, 218, 519]
company-row-value: 184 — [263, 802, 284, 816]
company-row-label: Ανωνύμου Αμερικανικής — [66, 845, 202, 859]
bond-row — [66, 520, 284, 534]
company-row-label: Οίνων και Οινοπνευμάτων — [66, 802, 215, 816]
session-paragraph: Ο Κύριος Πρόεδρος της Κυβερνήσεως θα αναλάβει πάσαν την ευθύνην της διαπραγματεύσεως του ζητήματος ενώπιον των Συμμάχων. — [1000, 1053, 1232, 1115]
company-row-label: Εταιρείας Ιμπίτσιου — [66, 831, 179, 845]
bond-row — [66, 490, 284, 505]
bond-row-value: 427 — [263, 361, 284, 375]
bank-row-value: 1040 — [255, 595, 284, 610]
session-paragraph: Οι πληρεξούσιοι θα αναχωρήσουν αύριον διά το Λονδίνον και θα επικοινωνούν τακτικώς με την Κυβέρνησιν. — [1246, 1253, 1478, 1314]
assembly-line: Γ'. ΕΘΝΙΚΗ ΕΝ ΑΘΗΝΑΙΣ ΣΥΝΕΛΕΥΣΙΣ — [752, 113, 1480, 138]
bond-row — [66, 476, 284, 490]
session-paragraph: Αι αποφάσεις της Συνελεύσεως δεν πρέπει να θεωρηθούν ως παρέμβασις εις το έργον της αντιπροσωπείας. — [1000, 903, 1232, 950]
shipping-item: «ΑΘΗΝΑ» Τρίτην 23, 6 μ. μ. διά Σύρον, Βαθύ, Κάλυμνον, Κω, Σύμην, Ρόδον. — [66, 1769, 284, 1810]
company-row-value: 61.50 — [252, 745, 284, 759]
apooti-item: — Αφού αί ταξείδια, δεν εν θεία της πόλεως, ήλθον καθ' ημέραν εις την κομψήν μεταπολίτευσιν. — [544, 1496, 739, 1558]
show-item: ΑΠΟΛΛΩΝ. (Θέατρον Απόλλων) — Κόλων, το Κιμπαρό του 1921. — [66, 1176, 284, 1203]
bond-row-label: Δάνειον Στεγαστικόν — [66, 475, 186, 489]
interior-label: Εσωτερικού — [138, 194, 212, 206]
tram-title: ΕΙΣ ΤΟ ΤΡΑΜ — [299, 125, 531, 148]
session-article-part-2 — [1000, 285, 1232, 1846]
kryfi-tail-line: Την Πέμπτην έστειλεν εις της κ. Μελά. — [544, 911, 739, 937]
ekdoseis-title: ΕΚΔΟΣΕΙΣ — [544, 2152, 628, 2171]
bank-row-value: 440 — [263, 567, 284, 581]
tram-paragraph: Ή δε εργασία δεν αρεσκότον πολύ με ανταλλάζει, αλλά επειδή ημίν δεν είμεθα τοιούτον, είπα να μην μου ενοχλούσιν ήδη. — [299, 442, 531, 505]
company-row — [66, 716, 284, 730]
company-row-value: 47.50 — [252, 759, 284, 773]
company-row — [66, 687, 284, 701]
session-paragraph: Φωναί. Ζήτω ή Ελλάς! — [765, 1809, 901, 1824]
session-paragraph: Επίσης άνέθηκε την διεύθυνσιν του υπουργείου της Εθνικής Οικονομίας εις τον κ. Κ. Μαυρομιχάλην. — [752, 660, 987, 706]
shipping-sub: ΑΝΑΧΩΡΗΣΕΙΣ ΕΚ ΠΕΙΡΑΙΩΣ — [88, 1645, 262, 1658]
company-row-value: 90 — [269, 715, 284, 730]
bank-row — [66, 625, 284, 639]
bond-row-value: 422 — [263, 404, 284, 418]
kosmos-title: ΚΟΣΜΟΣ — [299, 634, 390, 658]
exchange-intro: Συνεδρίασις Δευτέρας 22 Φεβρουαρίου (Εκ του Γραφείου Ι. Φωτίου) — [71, 314, 279, 341]
apooti-item: — Δεν αμφισβητείται ότι Αγγλίδες και Μάλταις κυκλοφορούν εις τους δρόμους της πόλεως. — [544, 1396, 739, 1458]
apooti-item: — Παρά την βρεγμένην ατμόσφαιραν αι αγαπητικαί μας φίλαι έκαναν την έξοδον εις την όχθην. — [544, 1661, 739, 1724]
bond-row-value: 91 — [269, 419, 284, 433]
